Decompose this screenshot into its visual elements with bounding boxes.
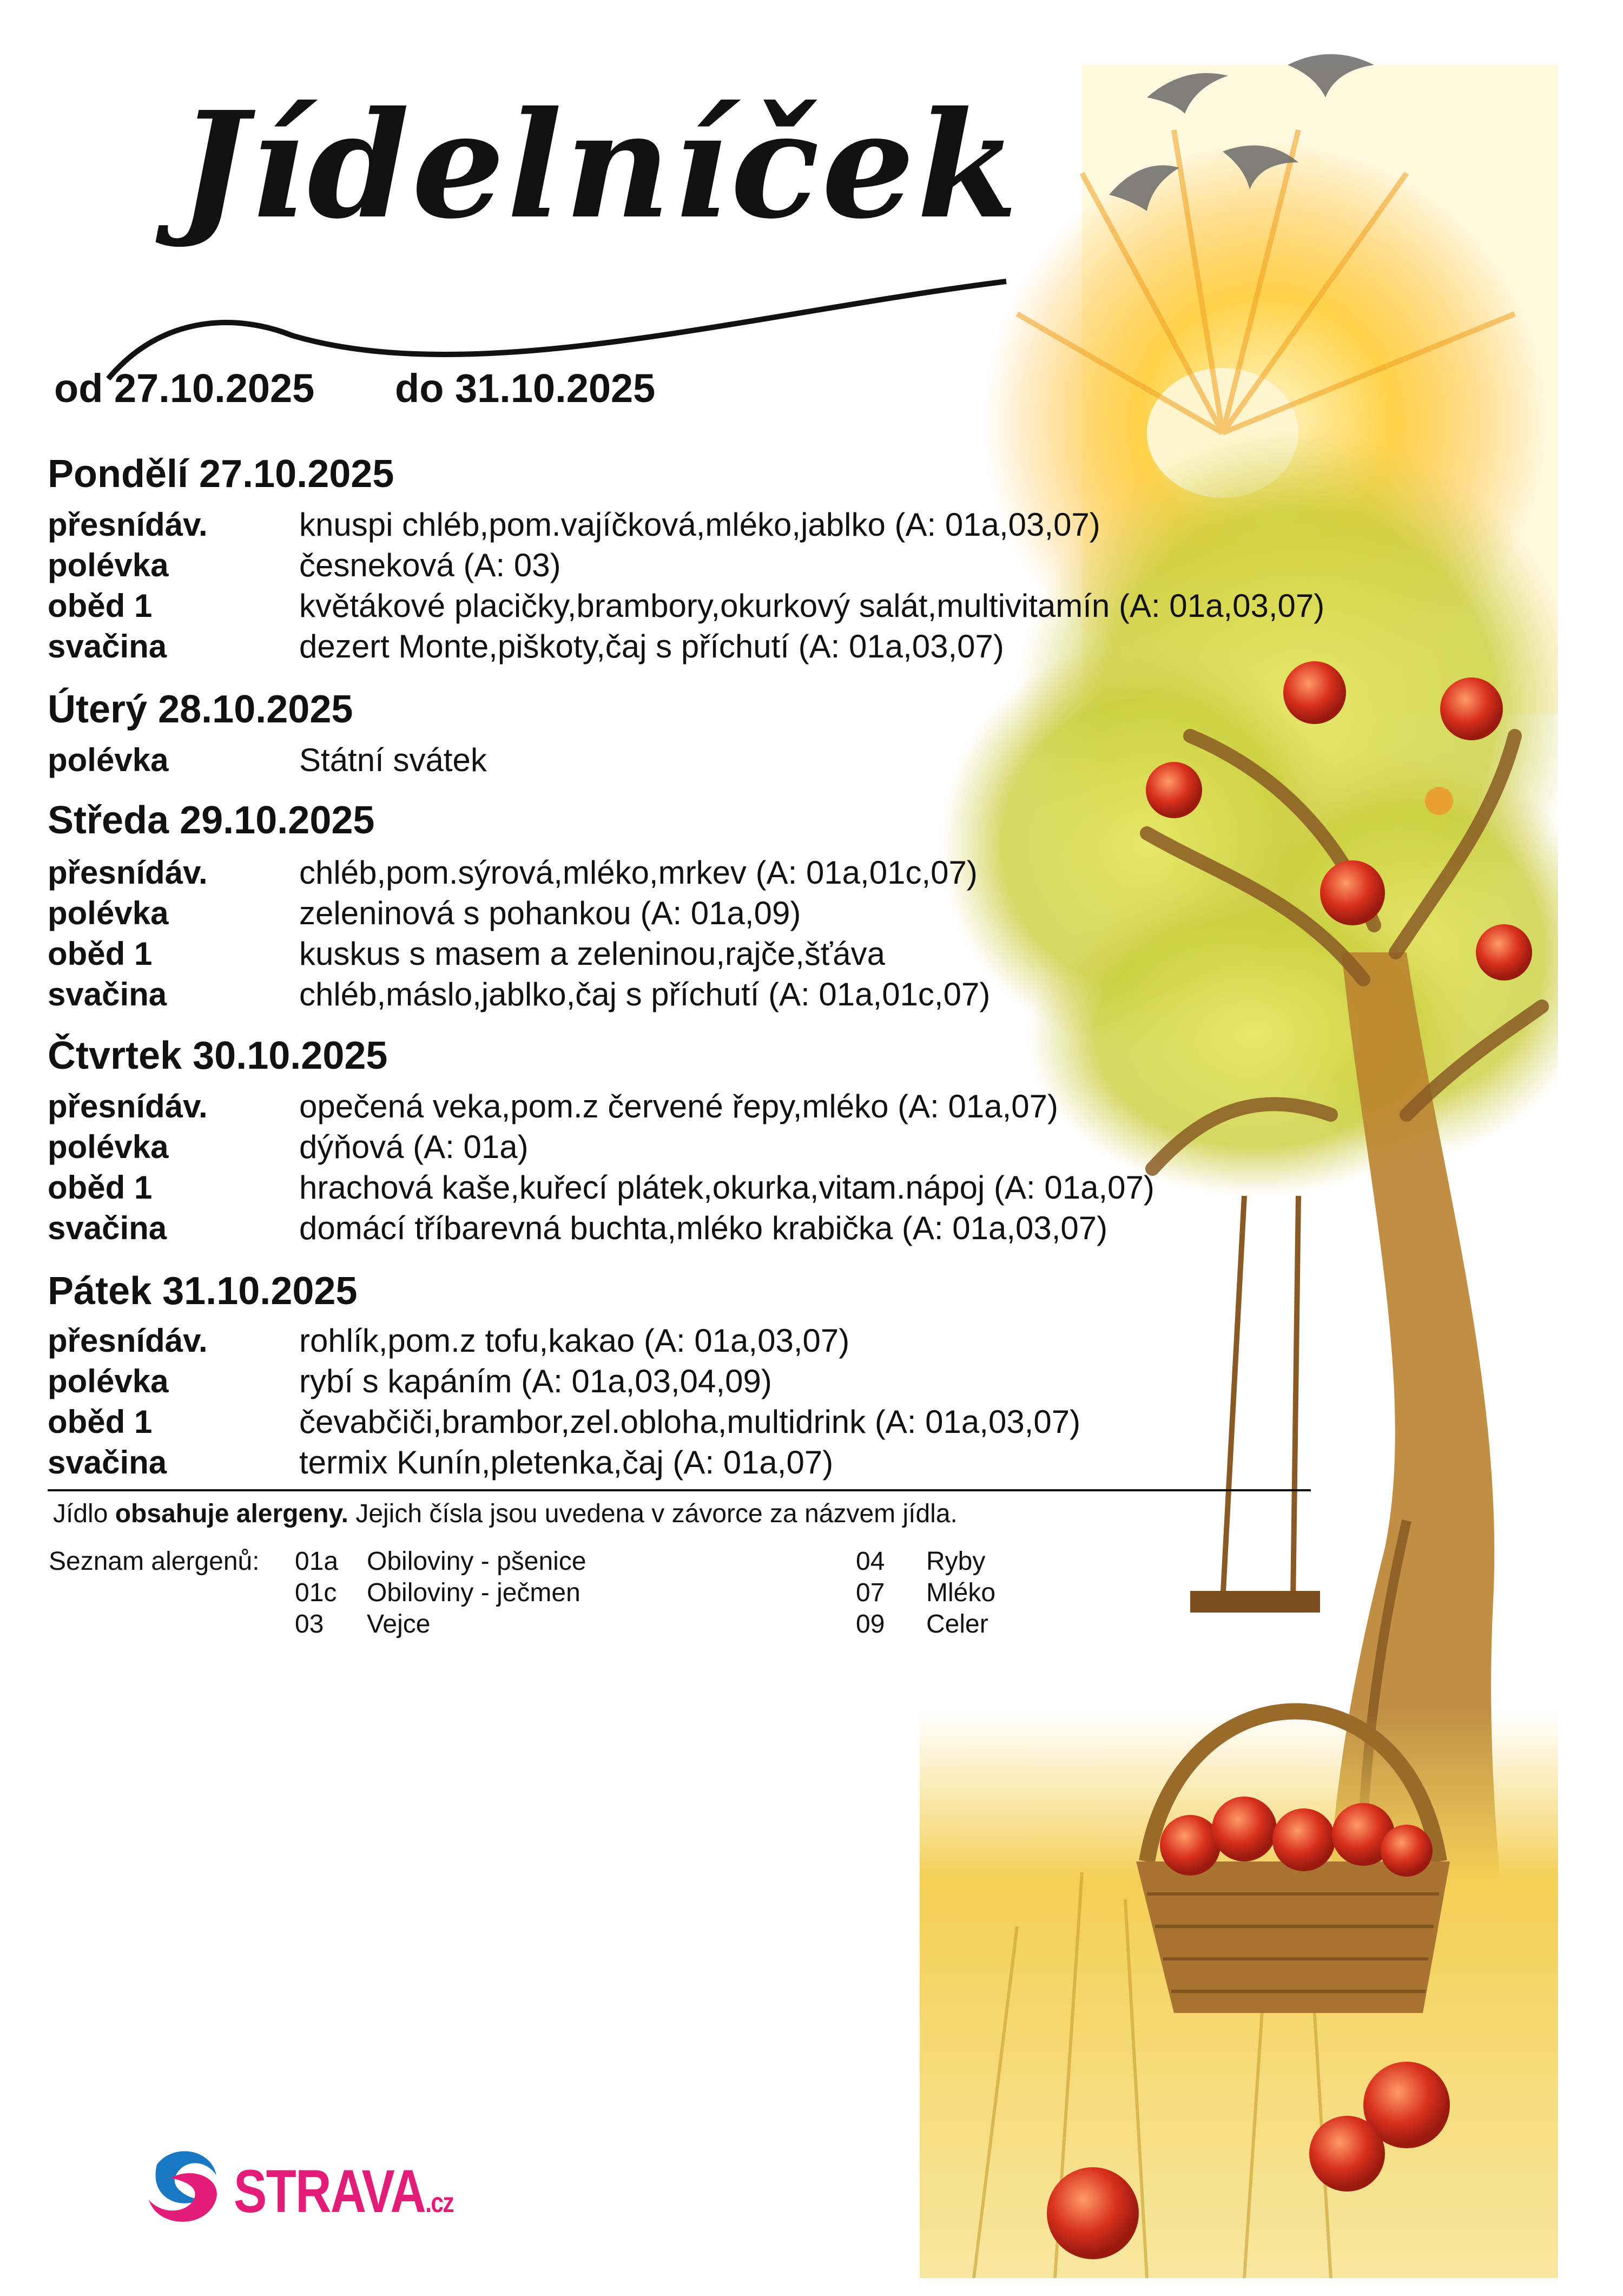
date-to [395,365,655,411]
allergen-name: Obiloviny - ječmen [367,1578,580,1607]
date-to-value: 31.10.2025 [454,366,656,411]
meal-label: oběd 1 [48,1169,153,1206]
allergen-code: 01a [295,1547,339,1576]
page-title: Jídelníček [179,79,1020,251]
date-from-value: 27.10.2025 [114,366,315,411]
day-heading: Čtvrtek 30.10.2025 [48,1034,388,1077]
meal-label: přesnídáv. [48,1088,208,1124]
meal-dish: dezert Monte,piškoty,čaj s příchutí (A: 01a,03,07) [299,628,1004,665]
meal-label: polévka [48,895,169,931]
meal-label: přesnídáv. [48,854,208,891]
meal-dish: kuskus s masem a zeleninou,rajče,šťáva [299,936,885,972]
meal-dish: termix Kunín,pletenka,čaj (A: 01a,07) [299,1444,834,1481]
meal-label: polévka [48,1129,169,1165]
meal-dish: Státní svátek [299,742,487,778]
note-part-1: Jídlo [53,1499,115,1528]
meal-dish: hrachová kaše,kuřecí plátek,okurka,vitam.nápoj (A: 01a,07) [299,1169,1154,1206]
day-heading: Úterý 28.10.2025 [48,688,353,731]
meal-label: oběd 1 [48,936,153,972]
note-part-3: Jejich čísla jsou uvedena v závorce za názvem jídla. [348,1499,958,1528]
allergen-code: 04 [856,1547,885,1576]
meal-dish: dýňová (A: 01a) [299,1129,529,1165]
allergen-code: 09 [856,1610,885,1639]
meal-dish: květákové placičky,brambory,okurkový salát,multivitamín (A: 01a,03,07) [299,588,1325,624]
note-part-2: obsahuje alergeny. [115,1499,348,1528]
allergen-name: Ryby [926,1547,986,1576]
meal-label: polévka [48,742,169,778]
meal-dish: zeleninová s pohankou (A: 01a,09) [299,895,801,931]
date-to-label: do [395,366,444,411]
meal-dish: opečená veka,pom.z červené řepy,mléko (A: 01a,07) [299,1088,1058,1124]
meal-dish: česneková (A: 03) [299,547,561,583]
allergen-name: Vejce [367,1610,431,1639]
meal-dish: čevabčiči,brambor,zel.obloha,multidrink (A: 01a,03,07) [299,1404,1081,1440]
meal-label: oběd 1 [48,1404,153,1440]
date-from-label: od [54,366,103,411]
meal-label: svačina [48,1444,167,1481]
allergen-code: 07 [856,1578,885,1607]
day-heading: Pátek 31.10.2025 [48,1269,358,1313]
allergen-list-label: Seznam alergenů: [49,1547,260,1576]
meal-label: polévka [48,1363,169,1399]
meal-dish: chléb,pom.sýrová,mléko,mrkev (A: 01a,01c,07) [299,854,978,891]
day-heading: Středa 29.10.2025 [48,799,375,842]
meal-dish: knuspi chléb,pom.vajíčková,mléko,jablko (A: 01a,03,07) [299,506,1100,543]
allergen-name: Celer [926,1610,988,1639]
divider [48,1489,1311,1491]
logo-name: STRAVA [234,2157,426,2225]
allergen-code: 03 [295,1610,324,1639]
day-heading: Pondělí 27.10.2025 [48,452,394,496]
meal-label: svačina [48,628,167,665]
logo-suffix: .cz [425,2187,454,2219]
meal-label: svačina [48,1210,167,1246]
allergen-name: Obiloviny - pšenice [367,1547,586,1576]
allergen-note [53,1499,958,1529]
meal-label: oběd 1 [48,588,153,624]
meal-dish: chléb,máslo,jablko,čaj s příchutí (A: 01a,01c,07) [299,976,991,1012]
allergen-code: 01c [295,1578,337,1607]
meal-label: svačina [48,976,167,1012]
meal-label: přesnídáv. [48,506,208,543]
meal-dish: rohlík,pom.z tofu,kakao (A: 01a,03,07) [299,1323,850,1359]
allergen-name: Mléko [926,1578,996,1607]
meal-label: polévka [48,547,169,583]
meal-dish: domácí tříbarevná buchta,mléko krabička (A: 01a,03,07) [299,1210,1108,1246]
strava-logo-text [234,2156,453,2226]
meal-dish: rybí s kapáním (A: 01a,03,04,09) [299,1363,772,1399]
date-from [54,365,314,411]
meal-label: přesnídáv. [48,1323,208,1359]
